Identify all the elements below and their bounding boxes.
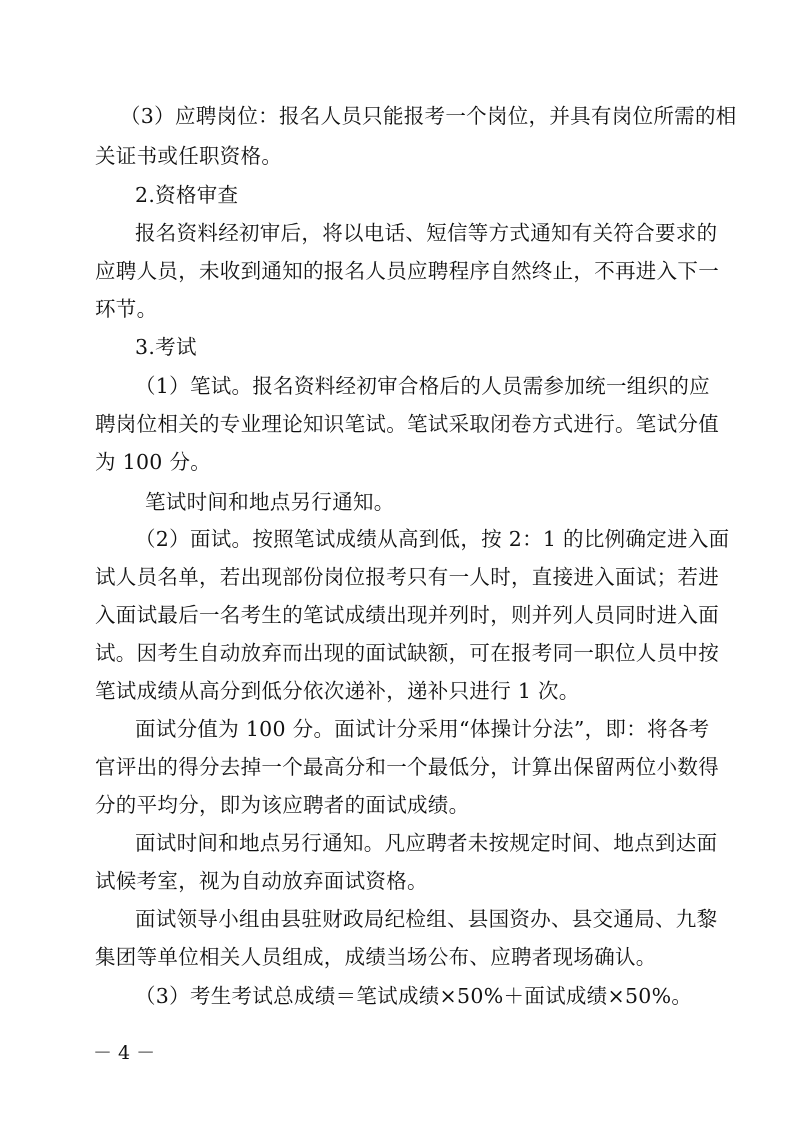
line-13: 试人员名单，若出现部份岗位报考只有一人时，直接进入面试；若进 [95, 565, 719, 589]
line-16: 笔试成绩从高分到低分依次递补，递补只进行 1 次。 [95, 679, 580, 703]
line-1: （3）应聘岗位：报名人员只能报考一个岗位，并具有岗位所需的相 [120, 104, 737, 128]
line-14: 入面试最后一名考生的笔试成绩出现并列时，则并列人员同时进入面 [95, 603, 719, 627]
line-24: （3）考生考试总成绩＝笔试成绩×50%＋面试成绩×50%。 [135, 984, 693, 1008]
line-10: 为 100 分。 [95, 450, 212, 474]
line-19: 分的平均分，即为该应聘者的面试成绩。 [95, 793, 470, 817]
line-15: 试。因考生自动放弃而出现的面试缺额，可在报考同一职位人员中按 [95, 641, 719, 665]
line-23: 集团等单位相关人员组成，成绩当场公布、应聘者现场确认。 [95, 945, 657, 969]
line-12: （2）面试。按照笔试成绩从高到低，按 2：1 的比例确定进入面 [135, 527, 730, 551]
line-17: 面试分值为 100 分。面试计分采用“体操计分法”，即：将各考 [135, 717, 710, 741]
line-18: 官评出的得分去掉一个最高分和一个最低分，计算出保留两位小数得 [95, 755, 719, 779]
line-22: 面试领导小组由县驻财政局纪检组、县国资办、县交通局、九黎 [135, 907, 718, 931]
line-2: 关证书或任职资格。 [95, 144, 283, 168]
line-20: 面试时间和地点另行通知。凡应聘者未按规定时间、地点到达面 [135, 831, 718, 855]
section-heading-exam: 3.考试 [135, 335, 197, 359]
page-number: － 4 － [93, 1042, 156, 1064]
line-6: 环节。 [95, 297, 158, 321]
line-5: 应聘人员，未收到通知的报名人员应聘程序自然终止，不再进入下一 [95, 259, 719, 283]
line-8: （1）笔试。报名资料经初审合格后的人员需参加统一组织的应 [135, 374, 710, 398]
section-heading-qualification-review: 2.资格审查 [135, 183, 239, 207]
line-4: 报名资料经初审后，将以电话、短信等方式通知有关符合要求的 [135, 221, 718, 245]
line-9: 聘岗位相关的专业理论知识笔试。笔试采取闭卷方式进行。笔试分值 [95, 412, 719, 436]
line-21: 试候考室，视为自动放弃面试资格。 [95, 869, 428, 893]
line-11: 笔试时间和地点另行通知。 [145, 490, 395, 514]
